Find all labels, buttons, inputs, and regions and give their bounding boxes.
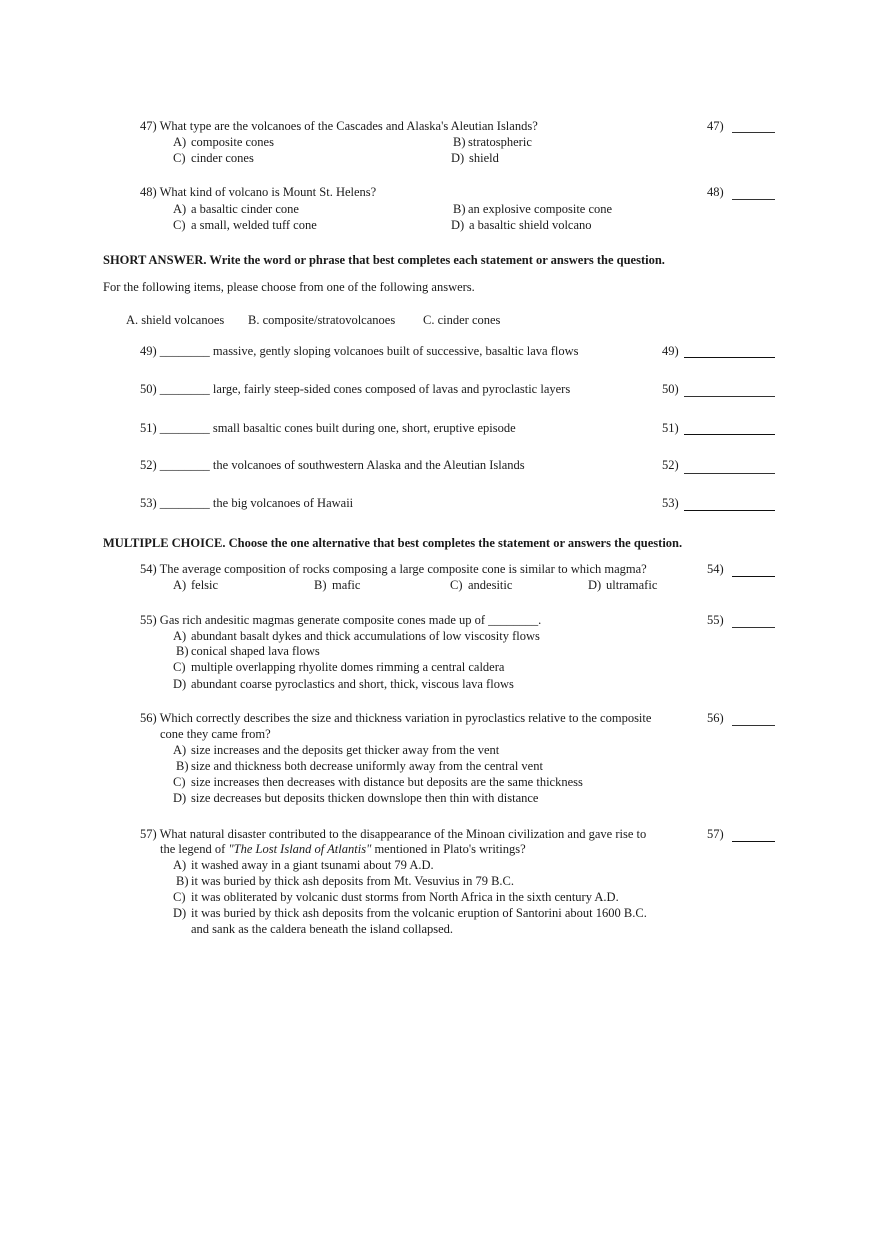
option-b[interactable]: B) size and thickness both decrease uniformly away from the central vent: [176, 759, 543, 773]
question-number: 47): [140, 119, 157, 133]
option-c[interactable]: C) a small, welded tuff cone: [173, 218, 317, 232]
answer-blank[interactable]: [732, 132, 775, 133]
question-number: 48): [140, 185, 157, 199]
option-c[interactable]: C) cinder cones: [173, 151, 254, 165]
question-48: [140, 185, 376, 200]
answer-blank[interactable]: [684, 434, 775, 435]
option-d[interactable]: D) ultramafic: [588, 578, 658, 592]
short-answer-intro: For the following items, please choose from one of the following answers.: [103, 280, 475, 294]
option-a[interactable]: A) size increases and the deposits get thicker away from the vent: [173, 743, 500, 757]
option-a[interactable]: A) abundant basalt dykes and thick accumulations of low viscosity flows: [173, 629, 540, 643]
choice-c: C. cinder cones: [423, 313, 501, 327]
answer-label: 56): [707, 711, 724, 725]
option-d[interactable]: D) a basaltic shield volcano: [451, 218, 592, 232]
option-b[interactable]: B) an explosive composite cone: [453, 202, 613, 216]
answer-label: 54): [707, 562, 724, 576]
multiple-choice-header: MULTIPLE CHOICE. Choose the one alternative that best completes the statement or answers the question.: [103, 536, 683, 550]
short-answer-header: SHORT ANSWER. Write the word or phrase that best completes each statement or answers the question.: [103, 253, 665, 267]
short-answer-item: 53) ________ the big volcanoes of Hawaii: [140, 496, 354, 510]
option-c[interactable]: C) it was obliterated by volcanic dust storms from North Africa in the sixth century A.D.: [173, 890, 619, 904]
question-stem: What type are the volcanoes of the Cascades and Alaska's Aleutian Islands?: [159, 119, 538, 133]
question-stem-continued: cone they came from?: [160, 727, 271, 741]
answer-blank[interactable]: [732, 627, 775, 628]
option-a[interactable]: A) it washed away in a giant tsunami about 79 A.D.: [173, 858, 434, 872]
answer-blank[interactable]: [684, 510, 775, 511]
option-b[interactable]: B) stratospheric: [453, 135, 532, 149]
answer-label: 47): [707, 119, 724, 133]
short-answer-item: 51) ________ small basaltic cones built during one, short, eruptive episode: [140, 421, 516, 435]
option-b[interactable]: B) mafic: [314, 578, 361, 592]
choice-b: B. composite/stratovolcanoes: [248, 313, 396, 327]
option-a[interactable]: A) a basaltic cinder cone: [173, 202, 299, 216]
answer-label: 50): [662, 382, 679, 396]
question-47: [140, 119, 538, 134]
answer-blank[interactable]: [684, 473, 775, 474]
answer-label: 52): [662, 458, 679, 472]
option-c[interactable]: C) size increases then decreases with distance but deposits are the same thickness: [173, 775, 583, 789]
answer-blank[interactable]: [732, 199, 775, 200]
question-56: 56) Which correctly describes the size and thickness variation in pyroclastics relative to the composite: [140, 711, 652, 725]
option-d[interactable]: D) it was buried by thick ash deposits from the volcanic eruption of Santorini about 1600 B.C.: [173, 906, 647, 920]
option-d-continued: and sank as the caldera beneath the island collapsed.: [191, 922, 454, 936]
option-b[interactable]: B) it was buried by thick ash deposits from Mt. Vesuvius in 79 B.C.: [176, 874, 515, 888]
option-d[interactable]: D) shield: [451, 151, 499, 165]
answer-label: 55): [707, 613, 724, 627]
answer-blank[interactable]: [732, 725, 775, 726]
option-d[interactable]: D) size decreases but deposits thicken downslope then thin with distance: [173, 791, 539, 805]
question-55: 55) Gas rich andesitic magmas generate composite cones made up of ________.: [140, 613, 542, 627]
answer-blank[interactable]: [732, 841, 775, 842]
short-answer-item: 50) ________ large, fairly steep-sided cones composed of lavas and pyroclastic layers: [140, 382, 571, 396]
answer-label: 53): [662, 496, 679, 510]
answer-blank[interactable]: [732, 576, 775, 577]
question-57: 57) What natural disaster contributed to the disappearance of the Minoan civilization and gave rise to: [140, 827, 647, 841]
answer-label: 48): [707, 185, 724, 199]
question-stem: What kind of volcano is Mount St. Helens?: [159, 185, 377, 199]
answer-label: 57): [707, 827, 724, 841]
option-d[interactable]: D) abundant coarse pyroclastics and short, thick, viscous lava flows: [173, 677, 514, 691]
option-a[interactable]: A) felsic: [173, 578, 219, 592]
option-b[interactable]: B) conical shaped lava flows: [176, 644, 320, 658]
answer-blank[interactable]: [684, 357, 775, 358]
question-stem-continued: the legend of "The Lost Island of Atlantis" mentioned in Plato's writings?: [160, 842, 526, 856]
choice-a: A. shield volcanoes: [126, 313, 225, 327]
short-answer-item: 52) ________ the volcanoes of southwestern Alaska and the Aleutian Islands: [140, 458, 525, 472]
answer-label: 49): [662, 344, 679, 358]
answer-label: 51): [662, 421, 679, 435]
question-54: 54) The average composition of rocks composing a large composite cone is similar to which magma?: [140, 562, 647, 576]
answer-blank[interactable]: [684, 396, 775, 397]
option-a[interactable]: A) composite cones: [173, 135, 274, 149]
option-c[interactable]: C) multiple overlapping rhyolite domes rimming a central caldera: [173, 660, 505, 674]
short-answer-item: 49) ________ massive, gently sloping volcanoes built of successive, basaltic lava flows: [140, 344, 579, 358]
option-c[interactable]: C) andesitic: [450, 578, 513, 592]
